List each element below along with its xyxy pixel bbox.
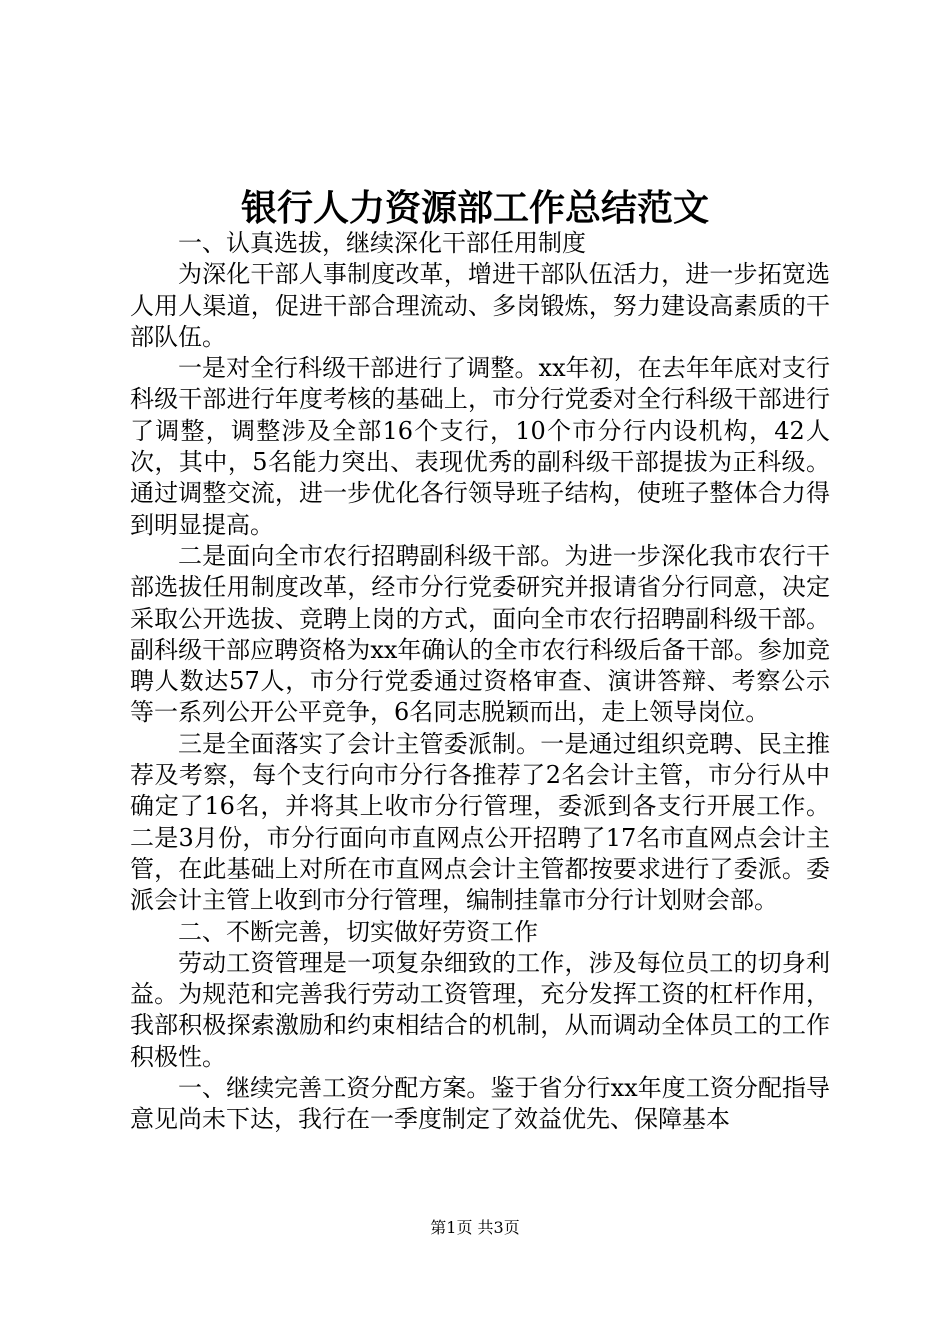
paragraph: 一是对全行科级干部进行了调整。xx年初，在去年年底对支行科级干部进行年度考核的基础上，市分行党委对全行科级干部进行了调整，调整涉及全部16个支行，10个市分行内设机构，42人次，其中，5名能力突出、表现优秀的副科级干部提拔为正科级。通过调整交流，进一步优化各行领导班子结构，使班子整体合力得到明显提高。 (130, 354, 830, 539)
document-title: 银行人力资源部工作总结范文 (240, 187, 709, 229)
paragraph: 二是面向全市农行招聘副科级干部。为进一步深化我市农行干部选拔任用制度改革，经市分行党委研究并报请省分行同意，决定采取公开选拔、竞聘上岗的方式，面向全市农行招聘副科级干部。副科级干部应聘资格为xx年确认的全市农行科级后备干部。参加竞聘人数达57人，市分行党委通过资格审查、演讲答辩、考察公示等一系列公开公平竞争，6名同志脱颖而出，走上领导岗位。 (130, 541, 830, 727)
paragraph: 一、继续完善工资分配方案。鉴于省分行xx年度工资分配指导意见尚未下达，我行在一季度制定了效益优先、保障基本 (130, 1074, 830, 1134)
paragraph: 劳动工资管理是一项复杂细致的工作，涉及每位员工的切身利益。为规范和完善我行劳动工资管理，充分发挥工资的杠杆作用，我部积极探索激励和约束相结合的机制，从而调动全体员工的工作积极性。 (130, 948, 830, 1071)
paragraph: 为深化干部人事制度改革，增进干部队伍活力，进一步拓宽选人用人渠道，促进干部合理流动、多岗锻炼，努力建设高素质的干部队伍。 (130, 260, 830, 351)
section-heading: 一、认真选拔，继续深化干部任用制度 (178, 229, 586, 257)
document-body (130, 228, 830, 1136)
paragraph: 三是全面落实了会计主管委派制。一是通过组织竞聘、民主推荐及考察，每个支行向市分行各推荐了2名会计主管，市分行从中确定了16名，并将其上收市分行管理，委派到各支行开展工作。二是3月份，市分行面向市直网点公开招聘了17名市直网点会计主管，在此基础上对所在市直网点会计主管都按要求进行了委派。委派会计主管上收到市分行管理，编制挂靠市分行计划财会部。 (130, 729, 830, 915)
page-number-footer: 第1页 共3页 (430, 1218, 520, 1237)
section-heading: 二、不断完善，切实做好劳资工作 (178, 917, 538, 946)
